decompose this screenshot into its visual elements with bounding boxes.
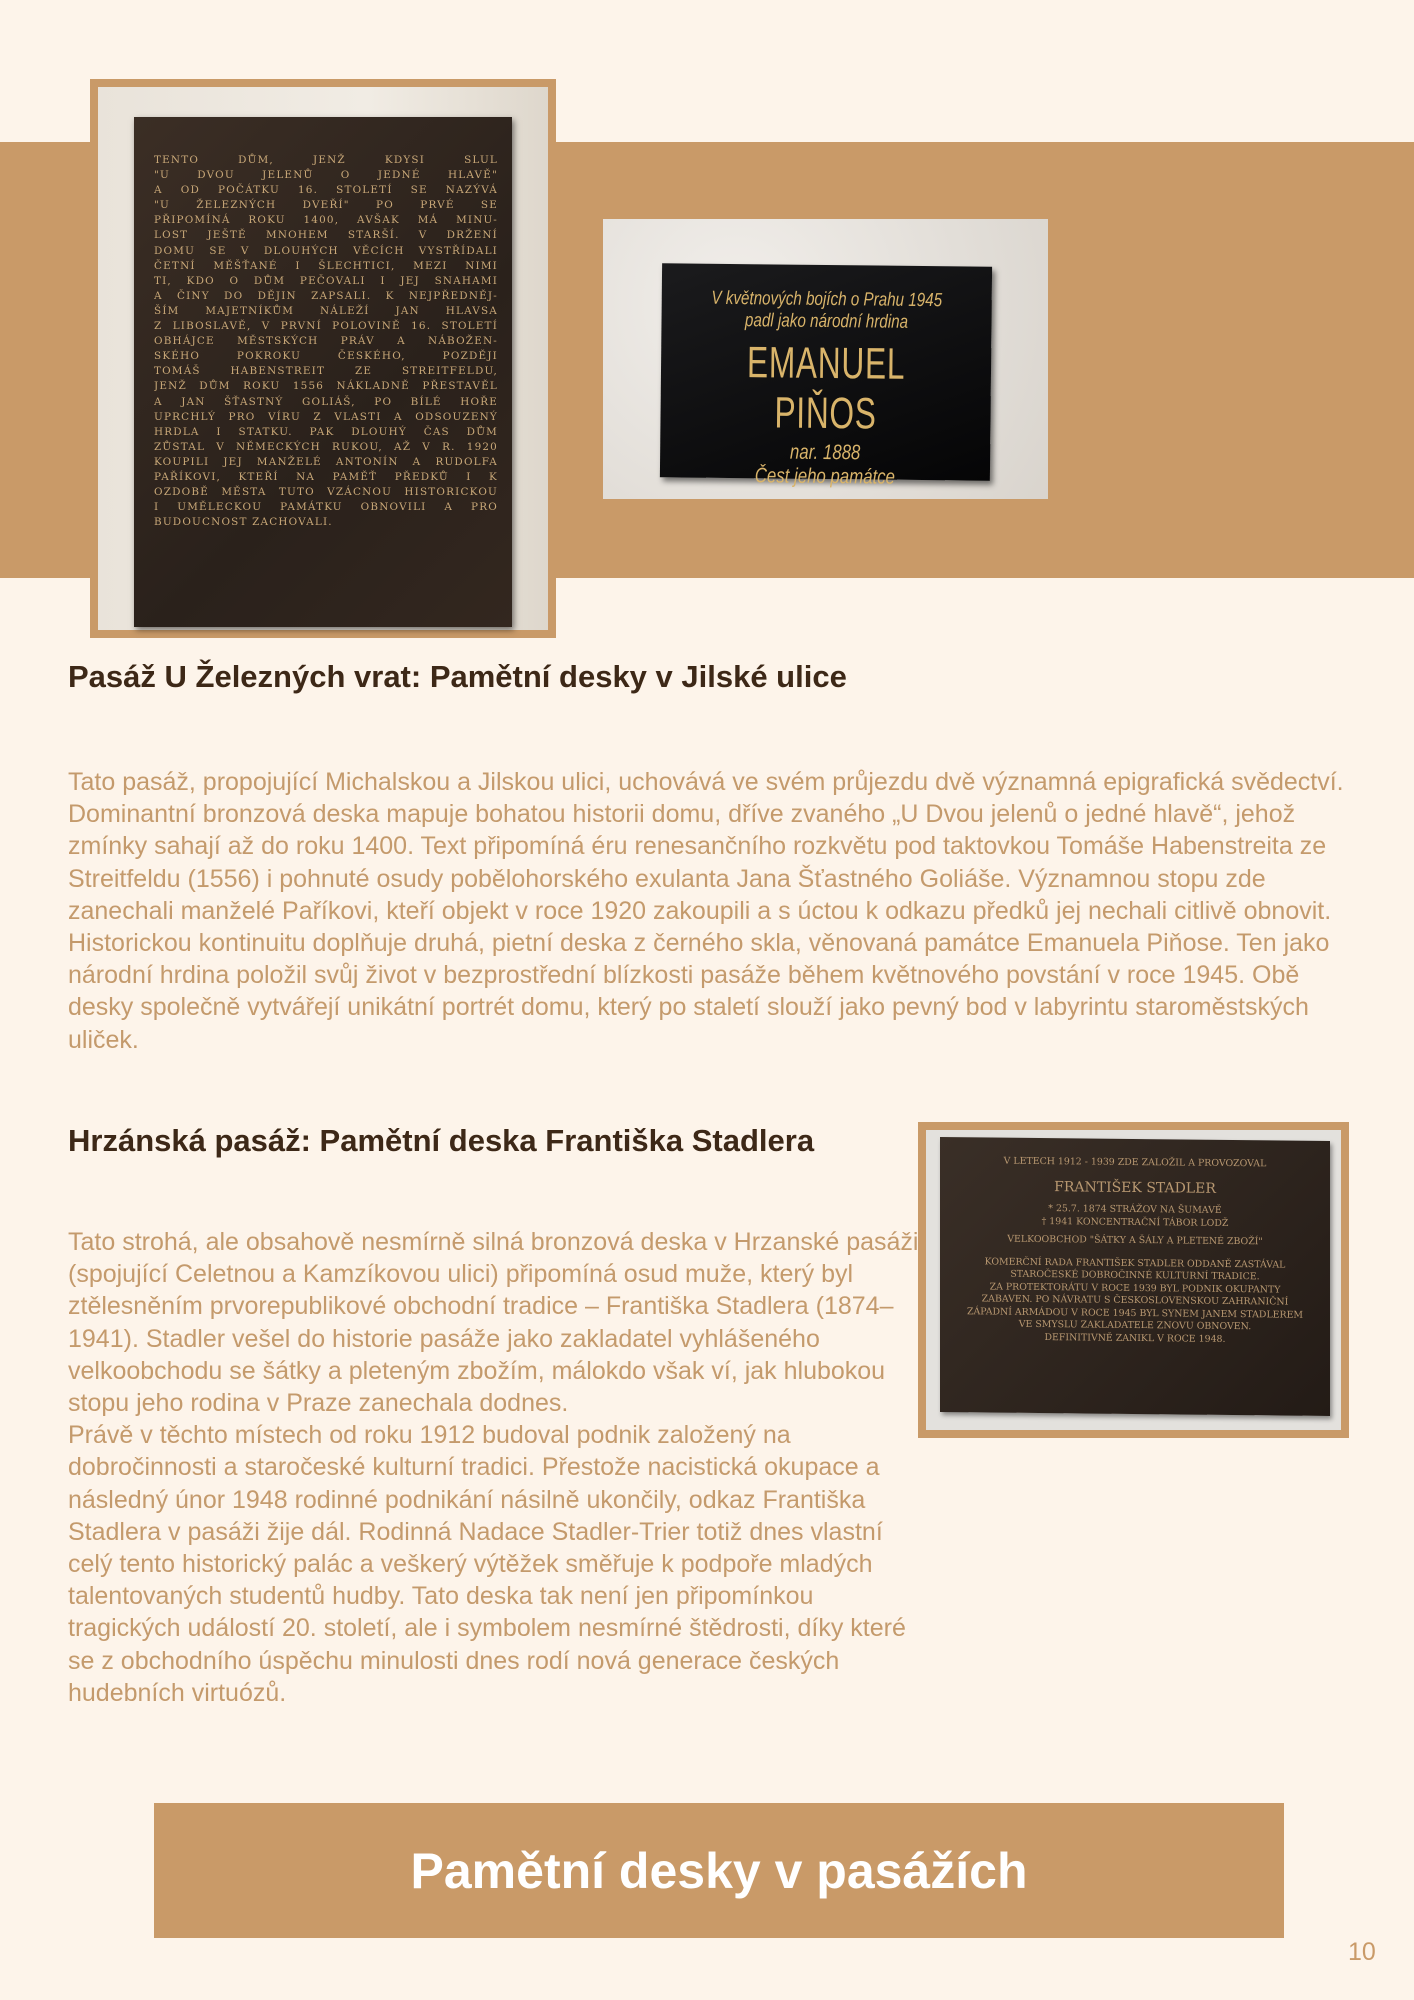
bronze-plaque	[134, 117, 512, 627]
plaque-line: V LETECH 1912 - 1939 ZDE ZALOŽIL A PROVOZOVAL	[1003, 1155, 1267, 1170]
plaque-line: * 25.7. 1874 STRÁŽOV NA ŠUMAVĚ	[1048, 1203, 1222, 1216]
plaque-line: TOMÁŠ HABENSTREIT ZE STREITFELDU,	[154, 365, 498, 378]
plaque-line: ZABAVEN. PO NÁVRATU S ČESKOSLOVENSKOU ZAHRANIČNÍ	[981, 1293, 1289, 1308]
plaque-body	[940, 1255, 1330, 1347]
plaque-text	[154, 153, 498, 530]
plaque-line: ZŮSTAL V NĚMECKÝCH RUKOU, AŽ V R. 1920	[154, 440, 498, 453]
photo-bronze-plaque-jilska	[90, 79, 556, 638]
plaque-line: PAŘÍKOVI, KTEŘÍ NA PAMĚŤ PŘEDKŮ I K	[154, 470, 498, 483]
bronze-plaque	[940, 1137, 1330, 1416]
plaque-line: BUDOUCNOST ZACHOVALI.	[154, 516, 333, 529]
plaque-line: OBHÁJCE MĚSTSKÝCH PRÁV A NÁBOŽEN-	[154, 335, 498, 348]
plaque-line: padl jako národní hrdina	[744, 310, 909, 333]
plaque-line: TI, KDO O DŮM PEČOVALI I JEJ SNAHAMI	[154, 274, 498, 287]
plaque-name: FRANTIŠEK STADLER	[1054, 1178, 1216, 1197]
plaque-line: "U ŽELEZNÝCH DVEŘÍ" PO PRVÉ SE	[154, 199, 498, 212]
photo-stadler-plaque	[918, 1122, 1349, 1438]
black-glass-plaque	[660, 263, 992, 489]
plaque-line: DEFINITIVNĚ ZANIKL V ROCE 1948.	[1044, 1331, 1226, 1345]
plaque-line: PŘIPOMÍNÁ ROKU 1400, AVŠAK MÁ MINU-	[154, 214, 498, 227]
plaque-line: Z LIBOSLAVĚ, V PRVNÍ POLOVINĚ 16. STOLETÍ	[154, 320, 498, 333]
photo-pinos-plaque	[603, 219, 1048, 499]
plaque-line: A OD POČÁTKU 16. STOLETÍ SE NAZÝVÁ	[154, 184, 498, 197]
plaque-line: V květnových bojích o Prahu 1945	[711, 287, 943, 312]
plaque-line: nar. 1888	[789, 440, 861, 465]
plaque-line: JENŽ DŮM ROKU 1556 NÁKLADNĚ PŘESTAVĚL	[154, 380, 498, 393]
plaque-line: "U DVOU JELENŮ O JEDNÉ HLAVĚ"	[154, 169, 498, 182]
section-text-hrzanska	[68, 1226, 928, 1709]
section-heading-jilska: Pasáž U Železných vrat: Pamětní desky v Jilské ulice	[68, 659, 847, 694]
plaque-line: DOMU SE V DLOUHÝCH VĚCÍCH VYSTŘÍDALI	[154, 244, 498, 257]
section-text-jilska: Tato pasáž, propojující Michalskou a Jilskou ulici, uchovává ve svém průjezdu dvě významná epigrafická svědectví. Dominantní bronzová deska mapuje bohatou historii domu, dříve zvaného „U Dvou jelenů o jedné hlavě“, jehož zmínky sahají až do roku 1400. Text připomíná éru renesančního rozkvětu pod taktovkou Tomáše Habenstreita ze Streitfeldu (1556) i pohnuté osudy pobělohorského exulanta Jana Šťastného Goliáše. Významnou stopu zde zanechali manželé Paříkovi, kteří objekt v roce 1920 zakoupili a s úctou k odkazu předků jej nechali citlivě obnovit. Historickou kontinuitu doplňuje druhá, pietní deska z černého skla, věnovaná památce Emanuela Piňose. Ten jako národní hrdina položil svůj život v bezprostřední blízkosti pasáže během květnového povstání v roce 1945. Obě desky společně vytvářejí unikátní portrét domu, který po staletí slouží jako pevný bod v labyrintu staroměstských uliček.	[68, 768, 1344, 1054]
plaque-line: I UMĚLECKOU PAMÁTKU OBNOVILI A PRO	[154, 501, 498, 514]
page-title-banner: Pamětní desky v pasážích	[154, 1803, 1284, 1938]
plaque-line: VELKOOBCHOD "ŠÁTKY A ŠÁLY A PLETENÉ ZBOŽÍ"	[1007, 1233, 1263, 1248]
plaque-line: ČETNÍ MĚŠŤANÉ I ŠLECHTICI, MEZI NIMI	[154, 259, 498, 272]
plaque-line: STAROČESKÉ DOBROČINNÉ KULTURNÍ TRADICE.	[1010, 1268, 1260, 1283]
plaque-line: HRDLA I STATKU. PAK DLOUHÝ ČAS DŮM	[154, 425, 498, 438]
plaque-line: ŠÍM MAJETNÍKŮM NÁLEŽÍ JAN HLAVSA	[154, 304, 498, 317]
plaque-line: A ČINY DO DĚJIN ZAPSALI. K NEJPŘEDNĚJ-	[154, 289, 498, 302]
plaque-line: A JAN ŠŤASTNÝ GOLIÁŠ, PO BÍLÉ HOŘE	[154, 395, 498, 408]
plaque-line: ZA PROTEKTORÁTU V ROCE 1939 BYL PODNIK OKUPANTY	[989, 1280, 1281, 1296]
page-number: 10	[1348, 1938, 1376, 1966]
plaque-name: EMANUEL PIŇOS	[746, 338, 906, 439]
plaque-line: LOST JEŠTĚ MNOHEM STARŠÍ. V DRŽENÍ	[154, 229, 498, 242]
plaque-line: VE SMYSLU ZAKLADATELE ZNOVU OBNOVEN.	[1018, 1318, 1252, 1333]
plaque-line: TENTO DŮM, JENŽ KDYSI SLUL	[154, 154, 498, 166]
paragraph: Právě v těchto místech od roku 1912 budoval podnik založený na dobročinnosti a staročeské kulturní tradici. Přestože nacistická okupace a následný únor 1948 rodinné podnikání násilně ukončily, odkaz Františka Stadlera v pasáži žije dál. Rodinná Nadace Stadler-Trier totiž dnes vlastní celý tento historický palác a veškerý výtěžek směřuje k podpoře mladých talentovaných studentů hudby. Tato deska tak není jen připomínkou tragických událostí 20. století, ale i symbolem nesmírné štědrosti, díky které se z obchodního úspěchu minulosti dnes rodí nová generace českých hudebních virtuózů.	[68, 1421, 906, 1707]
plaque-line: SKÉHO POKROKU ČESKÉHO, POZDĚJI	[154, 350, 498, 363]
plaque-line: Čest jeho památce	[754, 464, 896, 489]
plaque-line: KOMERČNÍ RADA FRANTIŠEK STADLER ODDANĚ ZASTÁVAL	[984, 1255, 1286, 1271]
plaque-line: UPRCHLÝ PRO VÍRU Z VLASTI A ODSOUZENÝ	[154, 410, 498, 423]
plaque-line: † 1941 KONCENTRAČNÍ TÁBOR LODŽ	[1041, 1215, 1229, 1229]
plaque-line: KOUPILI JEJ MANŽELÉ ANTONÍN A RUDOLFA	[154, 455, 498, 468]
plaque-line: ZÁPADNÍ ARMÁDOU V ROCE 1945 BYL SYNEM JANEM STADLEREM	[966, 1305, 1304, 1321]
plaque-line: OZDOBĚ MĚSTA TUTO VZÁCNOU HISTORICKOU	[154, 486, 498, 499]
section-heading-hrzanska: Hrzánská pasáž: Pamětní deska Františka Stadlera	[68, 1123, 815, 1158]
paragraph: Tato strohá, ale obsahově nesmírně silná bronzová deska v Hrzanské pasáži (spojující Celetnou a Kamzíkovou ulici) připomíná osud muže, který byl ztělesněním prvorepublikové obchodní tradice – Františka Stadlera (1874–1941). Stadler vešel do historie pasáže jako zakladatel vyhlášeného velkoobchodu se šátky a pleteným zbožím, málokdo však ví, jak hlubokou stopu jeho rodina v Praze zanechala dodnes.	[68, 1228, 919, 1418]
